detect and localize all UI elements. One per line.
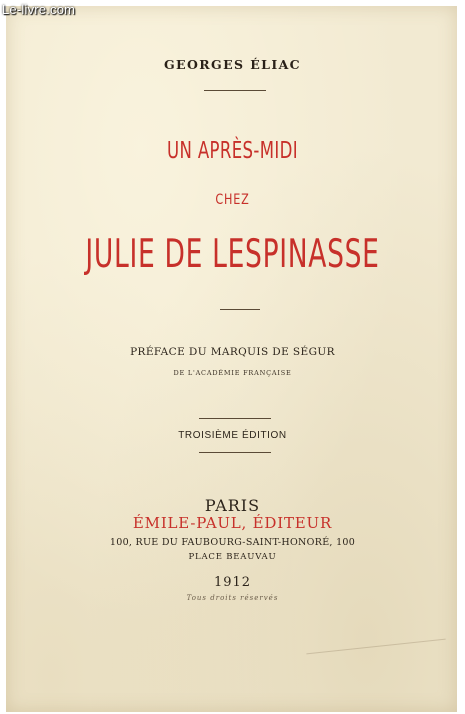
publisher-city: PARIS — [204, 496, 261, 515]
author-name: GEORGES ÉLIAC — [163, 57, 302, 72]
edition-top-rule — [199, 418, 271, 419]
paper-crease — [306, 639, 445, 655]
title-divider — [220, 309, 260, 310]
edition-bottom-rule — [199, 452, 271, 453]
publisher-address: 100, RUE DU FAUBOURG-SAINT-HONORÉ, 100 — [109, 537, 356, 548]
title-line-2: CHEZ — [215, 192, 250, 208]
publisher-name: ÉMILE-PAUL, ÉDITEUR — [132, 514, 333, 532]
title-line-1: UN APRÈS-MIDI — [166, 138, 299, 164]
preface-credit: PRÉFACE DU MARQUIS DE SÉGUR — [130, 346, 335, 358]
edition-label: TROISIÈME ÉDITION — [178, 430, 287, 441]
watermark-label: Le-livre.com — [2, 2, 76, 17]
rights-notice: Tous droits réservés — [186, 594, 279, 602]
book-title-page — [6, 6, 457, 712]
title-line-3: JULIE DE LESPINASSE — [85, 232, 380, 277]
author-divider — [204, 90, 266, 91]
publication-year: 1912 — [213, 575, 252, 590]
academie-credit: DE L'ACADÉMIE FRANÇAISE — [173, 369, 292, 377]
publisher-address-2: PLACE BEAUVAU — [188, 552, 277, 562]
